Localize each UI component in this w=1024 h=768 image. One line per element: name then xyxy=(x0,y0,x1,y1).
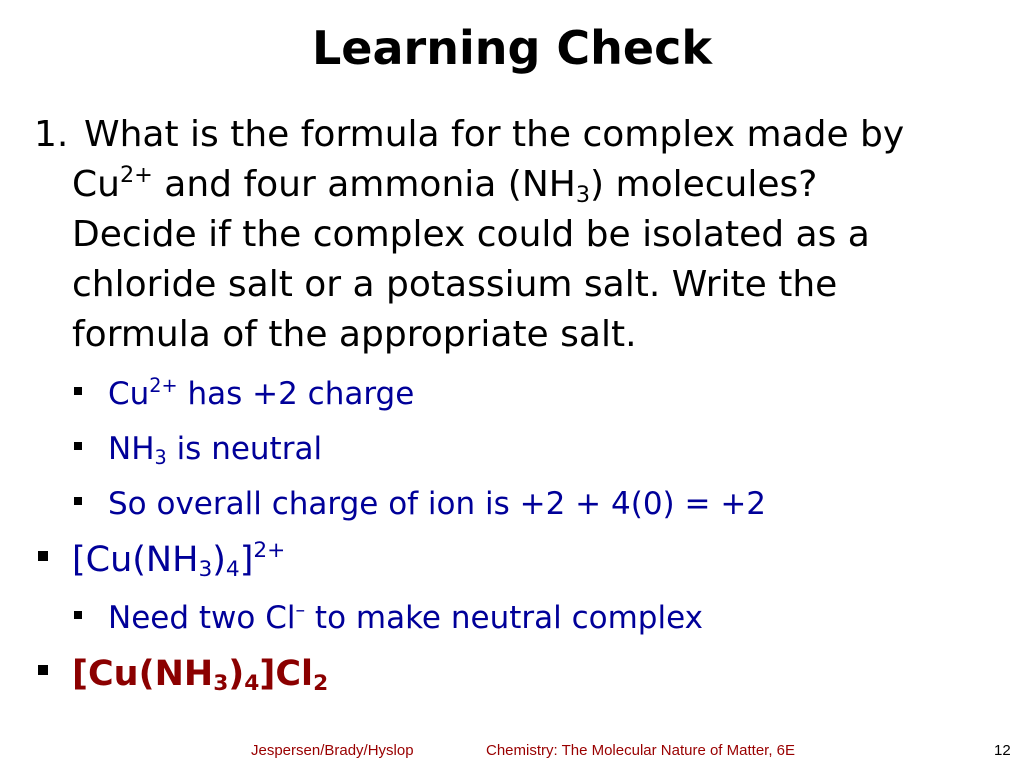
bullet-text: Need two Cl– to make neutral complex xyxy=(108,597,703,636)
question-number: 1. xyxy=(34,114,69,155)
nh3-subscript: 3 xyxy=(575,181,591,208)
question-line-2 xyxy=(72,160,994,210)
bullet-cu-charge xyxy=(74,373,415,412)
footer-book-title: Chemistry: The Molecular Nature of Matter, 6E xyxy=(486,742,796,759)
cu-text: Cu xyxy=(72,164,120,205)
square-bullet-icon xyxy=(74,387,82,395)
question-line-1 xyxy=(72,110,994,160)
bullet-two-chlorides xyxy=(74,597,703,636)
square-bullet-icon xyxy=(74,497,82,505)
final-answer-text: $[Cu(NH_3)_4]Cl_2$ xyxy=(72,654,329,697)
question-text-1: What is the formula for the complex made by xyxy=(84,114,905,155)
bullet-nh3-neutral xyxy=(74,431,322,467)
bullet-text: $NH_3$ is neutral xyxy=(108,431,323,469)
bullet-final-salt xyxy=(38,654,329,697)
page-number: 12 xyxy=(994,742,1011,759)
square-bullet-icon xyxy=(74,442,82,450)
cu-charge: 2+ xyxy=(119,161,153,188)
slide-title: Learning Check xyxy=(311,21,712,75)
bullet-overall-charge xyxy=(74,486,766,522)
ammonia-text: and four ammonia (NH xyxy=(152,164,576,205)
bullet-text: $[Cu(NH_3)_4]^{2+}$ xyxy=(72,537,286,583)
molecules-text: ) molecules? xyxy=(590,164,818,205)
bullet-text: $Cu^{2+}$ has +2 charge xyxy=(108,373,415,412)
square-bullet-icon xyxy=(38,551,48,561)
question-line-5: formula of the appropriate salt. xyxy=(72,314,637,355)
question-line-3: Decide if the complex could be isolated as a xyxy=(72,214,870,255)
question-line-4: chloride salt or a potassium salt. Write the xyxy=(72,264,838,305)
bullet-text: So overall charge of ion is +2 + 4(0) = +2 xyxy=(108,486,767,522)
bullet-complex-ion xyxy=(38,537,286,583)
footer-authors: Jespersen/Brady/Hyslop xyxy=(251,742,414,759)
square-bullet-icon xyxy=(74,611,82,619)
square-bullet-icon xyxy=(38,665,48,675)
question-block xyxy=(34,110,994,360)
